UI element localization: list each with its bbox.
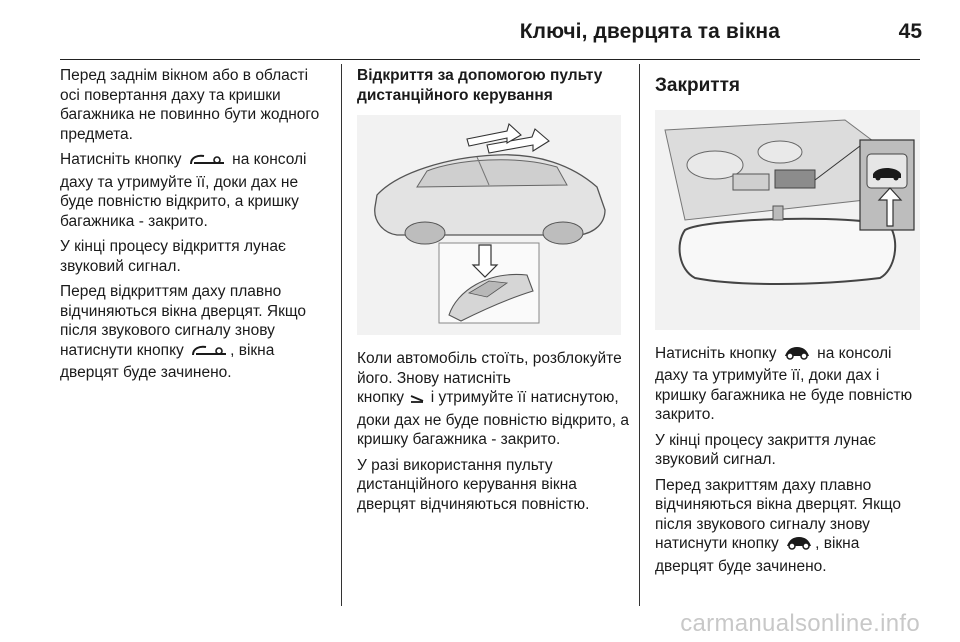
column-middle [357, 66, 629, 520]
header-divider [60, 59, 920, 60]
column-divider-1 [341, 64, 342, 606]
paragraph [60, 150, 330, 231]
column-left [60, 66, 330, 389]
text-span: на консолі даху та утримуйте її, доки дах і кришку багажника не буде повністю закрито. [655, 344, 913, 423]
roof-close-icon [785, 535, 813, 557]
page-title: Ключі, дверцята та вікна [519, 20, 780, 43]
paragraph: У кінці процесу відкриття лунає звуковий сигнал. [60, 238, 286, 275]
paragraph [357, 388, 629, 450]
paragraph: Перед заднім вікном або в області осі повертання даху та кришки багажника не повинно бути жодного предмета. [60, 67, 320, 143]
roof-open-icon [188, 153, 226, 173]
paragraph: У кінці процесу закриття лунає звуковий сигнал. [655, 431, 876, 468]
remote-unlock-icon [410, 391, 424, 411]
paragraph [60, 282, 330, 383]
text-span: , вікна дверцят буде зачинено. [60, 341, 275, 381]
text-span: Натисніть кнопку [60, 151, 182, 168]
text-span: кнопку [357, 389, 405, 406]
text-span: Натисніть кнопку [655, 344, 777, 362]
paragraph: Коли автомобіль стоїть, розблокуйте його. Знову натисніть [357, 350, 622, 387]
roof-console-illustration [655, 110, 920, 330]
text-span: , вікна дверцят буде зачинено. [655, 535, 860, 575]
paragraph [655, 476, 920, 577]
roof-open-icon [190, 344, 228, 364]
watermark: carmanualsonline.info [680, 610, 920, 637]
paragraph [655, 344, 920, 425]
text-span: Перед відкриттям даху плавно відчиняються вікна дверцят. Якщо після звукового сигналу знову натиснути кнопку [60, 283, 307, 359]
text-span: Перед закриттям даху плавно відчиняються вікна дверцят. Якщо після звукового сигналу знову натиснути кнопку [655, 476, 902, 552]
column-divider-2 [639, 64, 640, 606]
page-number: 45 [898, 20, 922, 43]
car-remote-illustration [357, 115, 621, 335]
paragraph: У разі використання пульту дистанційного керування вікна дверцят відчиняються повністю. [357, 456, 590, 513]
roof-close-icon [783, 345, 811, 367]
text-span: на консолі даху та утримуйте її, доки дах не буде повністю відкрито, а кришку багажника - закрито. [60, 151, 307, 230]
section-heading: Закриття [655, 75, 740, 96]
section-heading: Відкриття за допомогою пульту дистанційного керування [357, 67, 603, 104]
column-right [655, 66, 920, 582]
text-span: і утримуйте її натиснутою, доки дах не буде повністю відкрито, а кришку багажника - закрито. [357, 389, 629, 448]
